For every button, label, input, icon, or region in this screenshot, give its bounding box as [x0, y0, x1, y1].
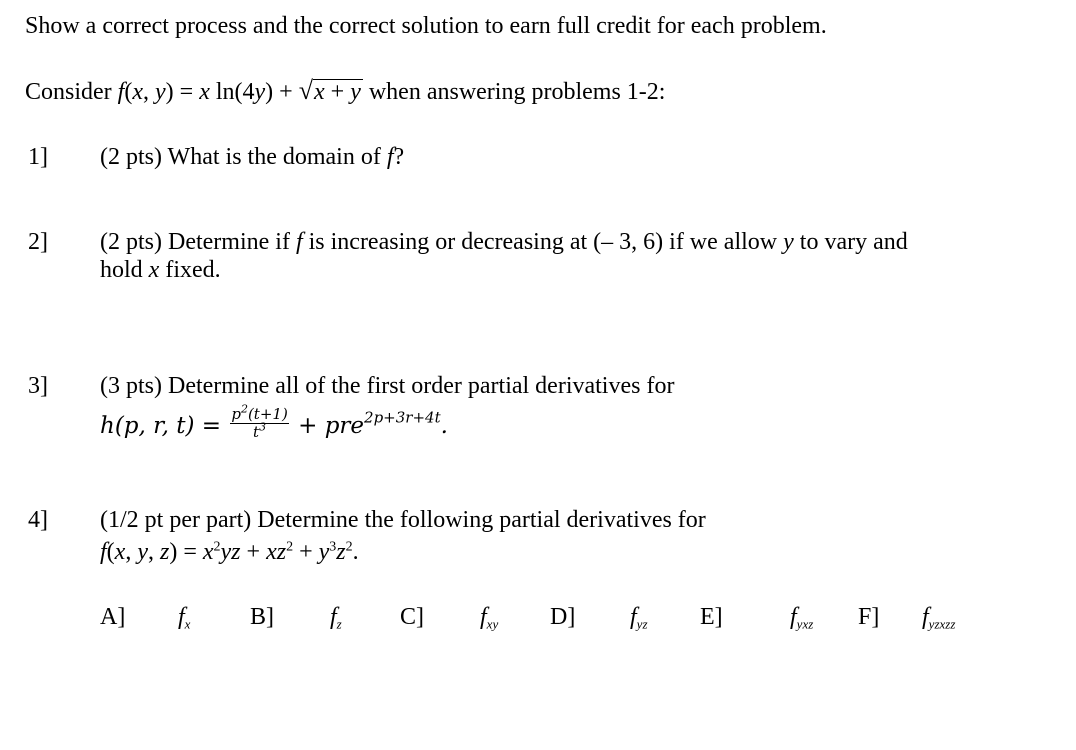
problem-1-text: (2 pts) What is the domain of f?	[100, 144, 405, 170]
part-c-symbol: $f_{xy}$	[480, 604, 499, 632]
part-e-label: E]	[700, 604, 723, 630]
part-d-symbol: $f_{yz}$	[630, 604, 648, 632]
problem-2-line1-end: to vary and	[793, 229, 908, 255]
consider-prefix: Consider	[25, 79, 118, 105]
fraction: $\frac{p^2(t+1)}{t^3}$	[231, 401, 288, 441]
problem-4-line-1: (1/2 pt per part) Determine the following partial derivatives for	[100, 507, 706, 533]
problem-2-line1-after: is increasing or decreasing at (– 3, 6) if we allow	[302, 229, 784, 255]
problem-3-number: 3]	[28, 373, 48, 399]
consider-line	[25, 77, 665, 106]
function-f-definition: f(x, y) = x ln(4y) + √x + y	[117, 76, 361, 105]
part-c-label: C]	[400, 604, 424, 630]
part-f-subscript: yzxzz	[928, 616, 956, 632]
part-b-subscript: z	[336, 616, 342, 632]
function-h-definition: h(p, r, t) = $\frac{p^2(t+1)}{t^3}$ + pre$^{2p+3r+4t}$.	[100, 401, 448, 441]
problem-3-line-1: (3 pts) Determine all of the first order partial derivatives for	[100, 373, 675, 399]
part-a-symbol: $f_x$	[178, 604, 191, 632]
consider-suffix: when answering problems 1-2:	[362, 79, 666, 105]
problem-2-line2-before: hold	[100, 257, 149, 283]
part-f-label: F]	[858, 604, 880, 630]
problem-2-line-1: (2 pts) Determine if f is increasing or decreasing at (– 3, 6) if we allow y to vary and	[100, 229, 908, 255]
part-b-symbol: $f_z$	[330, 604, 342, 632]
problem-2-line1-before: (2 pts) Determine if	[100, 229, 296, 255]
problem-1-text-after: ?	[393, 144, 405, 170]
part-e-symbol: $f_{yxz}$	[790, 604, 814, 632]
problem-1-number: 1]	[28, 144, 48, 170]
part-c-subscript: xy	[486, 616, 499, 632]
part-d-subscript: yz	[636, 616, 648, 632]
problem-2-line-2: hold x fixed.	[100, 257, 221, 283]
function-f-xyz-definition: f(x, y, $z) = x^2yz + xz^2 + y^3z^2$.	[100, 539, 359, 565]
part-a-label: A]	[100, 604, 126, 630]
problem-2-line2-after: fixed.	[159, 257, 221, 283]
problem-4-number: 4]	[28, 507, 48, 533]
part-a-subscript: x	[184, 616, 191, 632]
part-d-label: D]	[550, 604, 576, 630]
problem-1-text-before: (2 pts) What is the domain of	[100, 144, 387, 170]
part-f-symbol: $f_{yzxzz}$	[922, 604, 956, 632]
part-e-subscript: yxz	[796, 616, 814, 632]
part-b-label: B]	[250, 604, 274, 630]
problem-2-number: 2]	[28, 229, 48, 255]
instructions-text: Show a correct process and the correct solution to earn full credit for each problem.	[25, 13, 827, 39]
